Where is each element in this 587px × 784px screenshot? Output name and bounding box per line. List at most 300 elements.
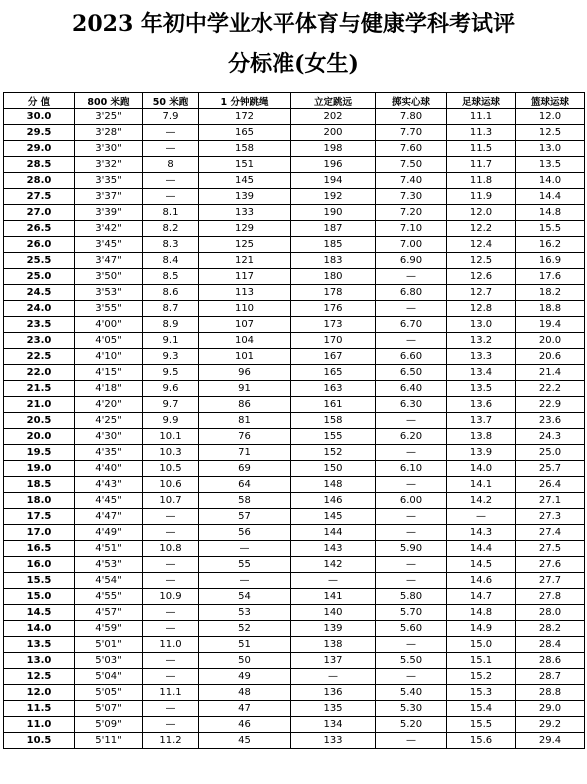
table-cell: 5.20 (376, 717, 447, 733)
table-cell: 136 (291, 685, 376, 701)
run-800m-column-header: 800 米跑 (75, 93, 143, 109)
score-cell: 28.5 (4, 157, 75, 173)
table-cell: 150 (291, 461, 376, 477)
medicine-ball-column-header: 掷实心球 (376, 93, 447, 109)
table-cell: — (199, 541, 291, 557)
table-cell: — (143, 621, 199, 637)
table-cell: 3'37" (75, 189, 143, 205)
run-50m-column-header: 50 米跑 (143, 93, 199, 109)
table-cell: 121 (199, 253, 291, 269)
table-row (4, 541, 585, 557)
table-cell: — (376, 301, 447, 317)
table-row (4, 525, 585, 541)
table-cell: — (143, 509, 199, 525)
table-cell: 167 (291, 349, 376, 365)
table-cell: — (143, 701, 199, 717)
table-body (4, 109, 585, 749)
table-cell: 7.30 (376, 189, 447, 205)
table-cell: 4'43" (75, 477, 143, 493)
table-row (4, 189, 585, 205)
table-cell: 26.4 (516, 477, 585, 493)
table-cell: 13.7 (447, 413, 516, 429)
table-row (4, 445, 585, 461)
table-cell: 14.4 (516, 189, 585, 205)
table-cell: 27.4 (516, 525, 585, 541)
table-cell: 25.7 (516, 461, 585, 477)
table-cell: 14.0 (516, 173, 585, 189)
score-cell: 14.5 (4, 605, 75, 621)
table-cell: 18.8 (516, 301, 585, 317)
table-row (4, 365, 585, 381)
table-cell: 13.0 (447, 317, 516, 333)
table-cell: — (376, 637, 447, 653)
table-cell: — (376, 413, 447, 429)
table-cell: 27.3 (516, 509, 585, 525)
table-cell: 22.2 (516, 381, 585, 397)
score-cell: 20.5 (4, 413, 75, 429)
table-cell: 5.80 (376, 589, 447, 605)
score-cell: 10.5 (4, 733, 75, 749)
table-cell: 27.7 (516, 573, 585, 589)
table-cell: 148 (291, 477, 376, 493)
score-cell: 22.0 (4, 365, 75, 381)
table-cell: 133 (291, 733, 376, 749)
table-cell: 3'50" (75, 269, 143, 285)
table-cell: — (143, 717, 199, 733)
table-cell: 107 (199, 317, 291, 333)
table-cell: 137 (291, 653, 376, 669)
table-cell: 10.6 (143, 477, 199, 493)
table-cell: 6.80 (376, 285, 447, 301)
rope-skipping-column-header: 1 分钟跳绳 (199, 93, 291, 109)
table-cell: 3'25" (75, 109, 143, 125)
table-cell: 3'28" (75, 125, 143, 141)
table-cell: 46 (199, 717, 291, 733)
score-cell: 17.0 (4, 525, 75, 541)
table-cell: 29.4 (516, 733, 585, 749)
table-cell: — (143, 557, 199, 573)
table-row (4, 173, 585, 189)
score-cell: 17.5 (4, 509, 75, 525)
score-cell: 30.0 (4, 109, 75, 125)
table-cell: — (143, 141, 199, 157)
score-cell: 21.5 (4, 381, 75, 397)
table-row (4, 557, 585, 573)
table-row (4, 621, 585, 637)
table-cell: 139 (199, 189, 291, 205)
table-cell: 9.6 (143, 381, 199, 397)
table-cell: 11.9 (447, 189, 516, 205)
table-cell: 4'47" (75, 509, 143, 525)
table-cell: — (376, 445, 447, 461)
table-cell: 53 (199, 605, 291, 621)
table-cell: 23.6 (516, 413, 585, 429)
table-cell: 9.1 (143, 333, 199, 349)
table-cell: 8.1 (143, 205, 199, 221)
table-row (4, 493, 585, 509)
table-cell: 15.6 (447, 733, 516, 749)
score-column-header: 分 值 (4, 93, 75, 109)
table-cell: 12.6 (447, 269, 516, 285)
table-cell: 133 (199, 205, 291, 221)
table-cell: 3'30" (75, 141, 143, 157)
table-cell: 51 (199, 637, 291, 653)
table-row (4, 605, 585, 621)
table-cell: 4'18" (75, 381, 143, 397)
table-cell: 14.4 (447, 541, 516, 557)
score-cell: 25.0 (4, 269, 75, 285)
table-cell: 6.50 (376, 365, 447, 381)
table-cell: 125 (199, 237, 291, 253)
score-cell: 29.0 (4, 141, 75, 157)
table-cell: 163 (291, 381, 376, 397)
table-cell: 172 (199, 109, 291, 125)
table-row (4, 125, 585, 141)
table-cell: 10.3 (143, 445, 199, 461)
score-cell: 26.0 (4, 237, 75, 253)
table-cell: 142 (291, 557, 376, 573)
table-cell: 170 (291, 333, 376, 349)
score-cell: 19.0 (4, 461, 75, 477)
table-cell: 7.9 (143, 109, 199, 125)
scoring-table (3, 92, 585, 749)
table-cell: 101 (199, 349, 291, 365)
table-cell: 14.2 (447, 493, 516, 509)
table-cell: 113 (199, 285, 291, 301)
table-cell: 3'55" (75, 301, 143, 317)
table-cell: 14.5 (447, 557, 516, 573)
table-row (4, 701, 585, 717)
table-cell: 5'11" (75, 733, 143, 749)
table-cell: 6.20 (376, 429, 447, 445)
table-cell: 8 (143, 157, 199, 173)
table-cell: — (143, 525, 199, 541)
table-cell: 7.70 (376, 125, 447, 141)
table-cell: 7.10 (376, 221, 447, 237)
score-cell: 19.5 (4, 445, 75, 461)
table-cell: 15.1 (447, 653, 516, 669)
table-cell: 55 (199, 557, 291, 573)
table-cell: 12.7 (447, 285, 516, 301)
table-cell: 3'35" (75, 173, 143, 189)
table-cell: 17.6 (516, 269, 585, 285)
table-cell: 5'03" (75, 653, 143, 669)
score-cell: 23.5 (4, 317, 75, 333)
table-cell: 6.60 (376, 349, 447, 365)
table-cell: 15.5 (447, 717, 516, 733)
table-cell: 178 (291, 285, 376, 301)
table-cell: 4'20" (75, 397, 143, 413)
table-cell: 11.5 (447, 141, 516, 157)
table-cell: 9.5 (143, 365, 199, 381)
table-cell: 16.2 (516, 237, 585, 253)
table-cell: 45 (199, 733, 291, 749)
table-cell: 3'53" (75, 285, 143, 301)
table-cell: 27.5 (516, 541, 585, 557)
table-row (4, 333, 585, 349)
table-cell: — (376, 477, 447, 493)
score-cell: 18.5 (4, 477, 75, 493)
table-cell: 14.9 (447, 621, 516, 637)
table-cell: 4'45" (75, 493, 143, 509)
table-cell: — (143, 573, 199, 589)
table-cell: 14.8 (447, 605, 516, 621)
table-cell: 140 (291, 605, 376, 621)
score-cell: 25.5 (4, 253, 75, 269)
table-cell: 6.40 (376, 381, 447, 397)
table-cell: — (376, 573, 447, 589)
score-cell: 26.5 (4, 221, 75, 237)
table-cell: 200 (291, 125, 376, 141)
table-cell: 56 (199, 525, 291, 541)
table-cell: 7.80 (376, 109, 447, 125)
document-title-line1: 2023 年初中学业水平体育与健康学科考试评 (72, 11, 515, 37)
table-row (4, 237, 585, 253)
table-cell: — (199, 573, 291, 589)
table-row (4, 413, 585, 429)
score-cell: 11.5 (4, 701, 75, 717)
table-cell: 187 (291, 221, 376, 237)
document-title-line2: 分标准(女生) (228, 51, 359, 77)
table-cell: 5.40 (376, 685, 447, 701)
score-cell: 12.5 (4, 669, 75, 685)
table-cell: — (143, 173, 199, 189)
table-cell: 13.8 (447, 429, 516, 445)
table-cell: 4'49" (75, 525, 143, 541)
table-row (4, 301, 585, 317)
table-cell: 15.3 (447, 685, 516, 701)
table-row (4, 397, 585, 413)
table-cell: 6.30 (376, 397, 447, 413)
table-cell: 20.0 (516, 333, 585, 349)
table-cell: 11.8 (447, 173, 516, 189)
table-row (4, 205, 585, 221)
table-cell: 28.0 (516, 605, 585, 621)
table-cell: 155 (291, 429, 376, 445)
table-cell: 12.5 (447, 253, 516, 269)
table-cell: 54 (199, 589, 291, 605)
table-cell: 15.0 (447, 637, 516, 653)
table-cell: 138 (291, 637, 376, 653)
table-cell: 8.4 (143, 253, 199, 269)
table-cell: 24.3 (516, 429, 585, 445)
football-dribble-column-header: 足球运球 (447, 93, 516, 109)
table-cell: 7.00 (376, 237, 447, 253)
table-cell: 11.7 (447, 157, 516, 173)
table-cell: 91 (199, 381, 291, 397)
table-cell: 81 (199, 413, 291, 429)
table-cell: 29.0 (516, 701, 585, 717)
table-cell: 10.9 (143, 589, 199, 605)
table-cell: 6.70 (376, 317, 447, 333)
table-cell: 4'30" (75, 429, 143, 445)
table-cell: 11.2 (143, 733, 199, 749)
table-cell: 104 (199, 333, 291, 349)
table-cell: 7.40 (376, 173, 447, 189)
table-row (4, 317, 585, 333)
table-cell: 13.2 (447, 333, 516, 349)
table-cell: 25.0 (516, 445, 585, 461)
table-cell: 134 (291, 717, 376, 733)
table-cell: 146 (291, 493, 376, 509)
table-cell: 3'45" (75, 237, 143, 253)
table-cell: 12.2 (447, 221, 516, 237)
table-cell: 27.8 (516, 589, 585, 605)
score-cell: 18.0 (4, 493, 75, 509)
score-cell: 27.5 (4, 189, 75, 205)
table-cell: 18.2 (516, 285, 585, 301)
table-cell: 4'54" (75, 573, 143, 589)
table-row (4, 381, 585, 397)
table-cell: 13.5 (447, 381, 516, 397)
table-cell: 158 (291, 413, 376, 429)
table-cell: 8.2 (143, 221, 199, 237)
table-cell: 190 (291, 205, 376, 221)
table-cell: 161 (291, 397, 376, 413)
score-cell: 24.0 (4, 301, 75, 317)
table-cell: 173 (291, 317, 376, 333)
table-cell: 13.9 (447, 445, 516, 461)
table-cell: 5.50 (376, 653, 447, 669)
table-cell: 6.90 (376, 253, 447, 269)
table-cell: 14.8 (516, 205, 585, 221)
table-cell: — (376, 669, 447, 685)
table-cell: 13.5 (516, 157, 585, 173)
table-cell: 9.7 (143, 397, 199, 413)
table-row (4, 461, 585, 477)
table-cell: 202 (291, 109, 376, 125)
table-cell: — (291, 669, 376, 685)
table-cell: 5'01" (75, 637, 143, 653)
table-cell: 14.7 (447, 589, 516, 605)
table-cell: 21.4 (516, 365, 585, 381)
table-cell: 196 (291, 157, 376, 173)
score-cell: 15.5 (4, 573, 75, 589)
table-cell: 15.4 (447, 701, 516, 717)
table-cell: 49 (199, 669, 291, 685)
table-cell: 4'59" (75, 621, 143, 637)
table-cell: — (291, 573, 376, 589)
table-cell: 71 (199, 445, 291, 461)
table-cell: 13.6 (447, 397, 516, 413)
table-cell: 4'10" (75, 349, 143, 365)
table-cell: 4'57" (75, 605, 143, 621)
table-cell: 8.7 (143, 301, 199, 317)
score-cell: 16.5 (4, 541, 75, 557)
table-cell: — (376, 733, 447, 749)
table-row (4, 717, 585, 733)
table-cell: 5.60 (376, 621, 447, 637)
table-cell: 5.90 (376, 541, 447, 557)
table-cell: 10.8 (143, 541, 199, 557)
table-cell: 3'47" (75, 253, 143, 269)
table-cell: 10.1 (143, 429, 199, 445)
table-row (4, 477, 585, 493)
table-cell: 129 (199, 221, 291, 237)
table-cell: 4'40" (75, 461, 143, 477)
table-cell: 4'05" (75, 333, 143, 349)
table-row (4, 573, 585, 589)
table-cell: — (376, 525, 447, 541)
table-row (4, 589, 585, 605)
score-cell: 28.0 (4, 173, 75, 189)
table-cell: 145 (199, 173, 291, 189)
table-cell: 8.6 (143, 285, 199, 301)
table-cell: — (143, 125, 199, 141)
table-cell: 29.2 (516, 717, 585, 733)
table-cell: 3'39" (75, 205, 143, 221)
table-cell: 7.60 (376, 141, 447, 157)
score-cell: 16.0 (4, 557, 75, 573)
table-cell: — (376, 509, 447, 525)
table-cell: 9.9 (143, 413, 199, 429)
table-cell: 5.70 (376, 605, 447, 621)
table-cell: 8.3 (143, 237, 199, 253)
table-cell: 183 (291, 253, 376, 269)
basketball-dribble-column-header: 篮球运球 (516, 93, 585, 109)
table-cell: 194 (291, 173, 376, 189)
table-cell: 117 (199, 269, 291, 285)
table-cell: 192 (291, 189, 376, 205)
table-cell: 27.6 (516, 557, 585, 573)
table-cell: — (143, 653, 199, 669)
table-cell: 48 (199, 685, 291, 701)
table-cell: 12.8 (447, 301, 516, 317)
table-cell: 9.3 (143, 349, 199, 365)
table-cell: — (376, 557, 447, 573)
table-cell: 11.1 (143, 685, 199, 701)
table-cell: 4'35" (75, 445, 143, 461)
table-cell: 4'55" (75, 589, 143, 605)
table-cell: 13.3 (447, 349, 516, 365)
table-cell: 50 (199, 653, 291, 669)
table-cell: 158 (199, 141, 291, 157)
table-cell: 145 (291, 509, 376, 525)
table-cell: 4'25" (75, 413, 143, 429)
table-row (4, 269, 585, 285)
table-cell: 28.4 (516, 637, 585, 653)
table-cell: 5'07" (75, 701, 143, 717)
table-cell: 3'32" (75, 157, 143, 173)
table-header-row (4, 93, 585, 109)
table-cell: 4'00" (75, 317, 143, 333)
score-cell: 29.5 (4, 125, 75, 141)
table-cell: 7.50 (376, 157, 447, 173)
table-cell: 6.00 (376, 493, 447, 509)
score-cell: 21.0 (4, 397, 75, 413)
table-row (4, 285, 585, 301)
table-cell: 13.0 (516, 141, 585, 157)
table-row (4, 429, 585, 445)
score-cell: 13.5 (4, 637, 75, 653)
table-cell: 11.3 (447, 125, 516, 141)
score-cell: 27.0 (4, 205, 75, 221)
table-cell: 151 (199, 157, 291, 173)
table-cell: 144 (291, 525, 376, 541)
table-cell: 13.4 (447, 365, 516, 381)
score-cell: 11.0 (4, 717, 75, 733)
table-cell: — (143, 669, 199, 685)
table-cell: — (143, 605, 199, 621)
table-cell: 110 (199, 301, 291, 317)
table-cell: 3'42" (75, 221, 143, 237)
table-cell: 14.1 (447, 477, 516, 493)
table-cell: 20.6 (516, 349, 585, 365)
table-cell: 28.2 (516, 621, 585, 637)
table-cell: 11.0 (143, 637, 199, 653)
table-cell: 12.5 (516, 125, 585, 141)
score-cell: 13.0 (4, 653, 75, 669)
